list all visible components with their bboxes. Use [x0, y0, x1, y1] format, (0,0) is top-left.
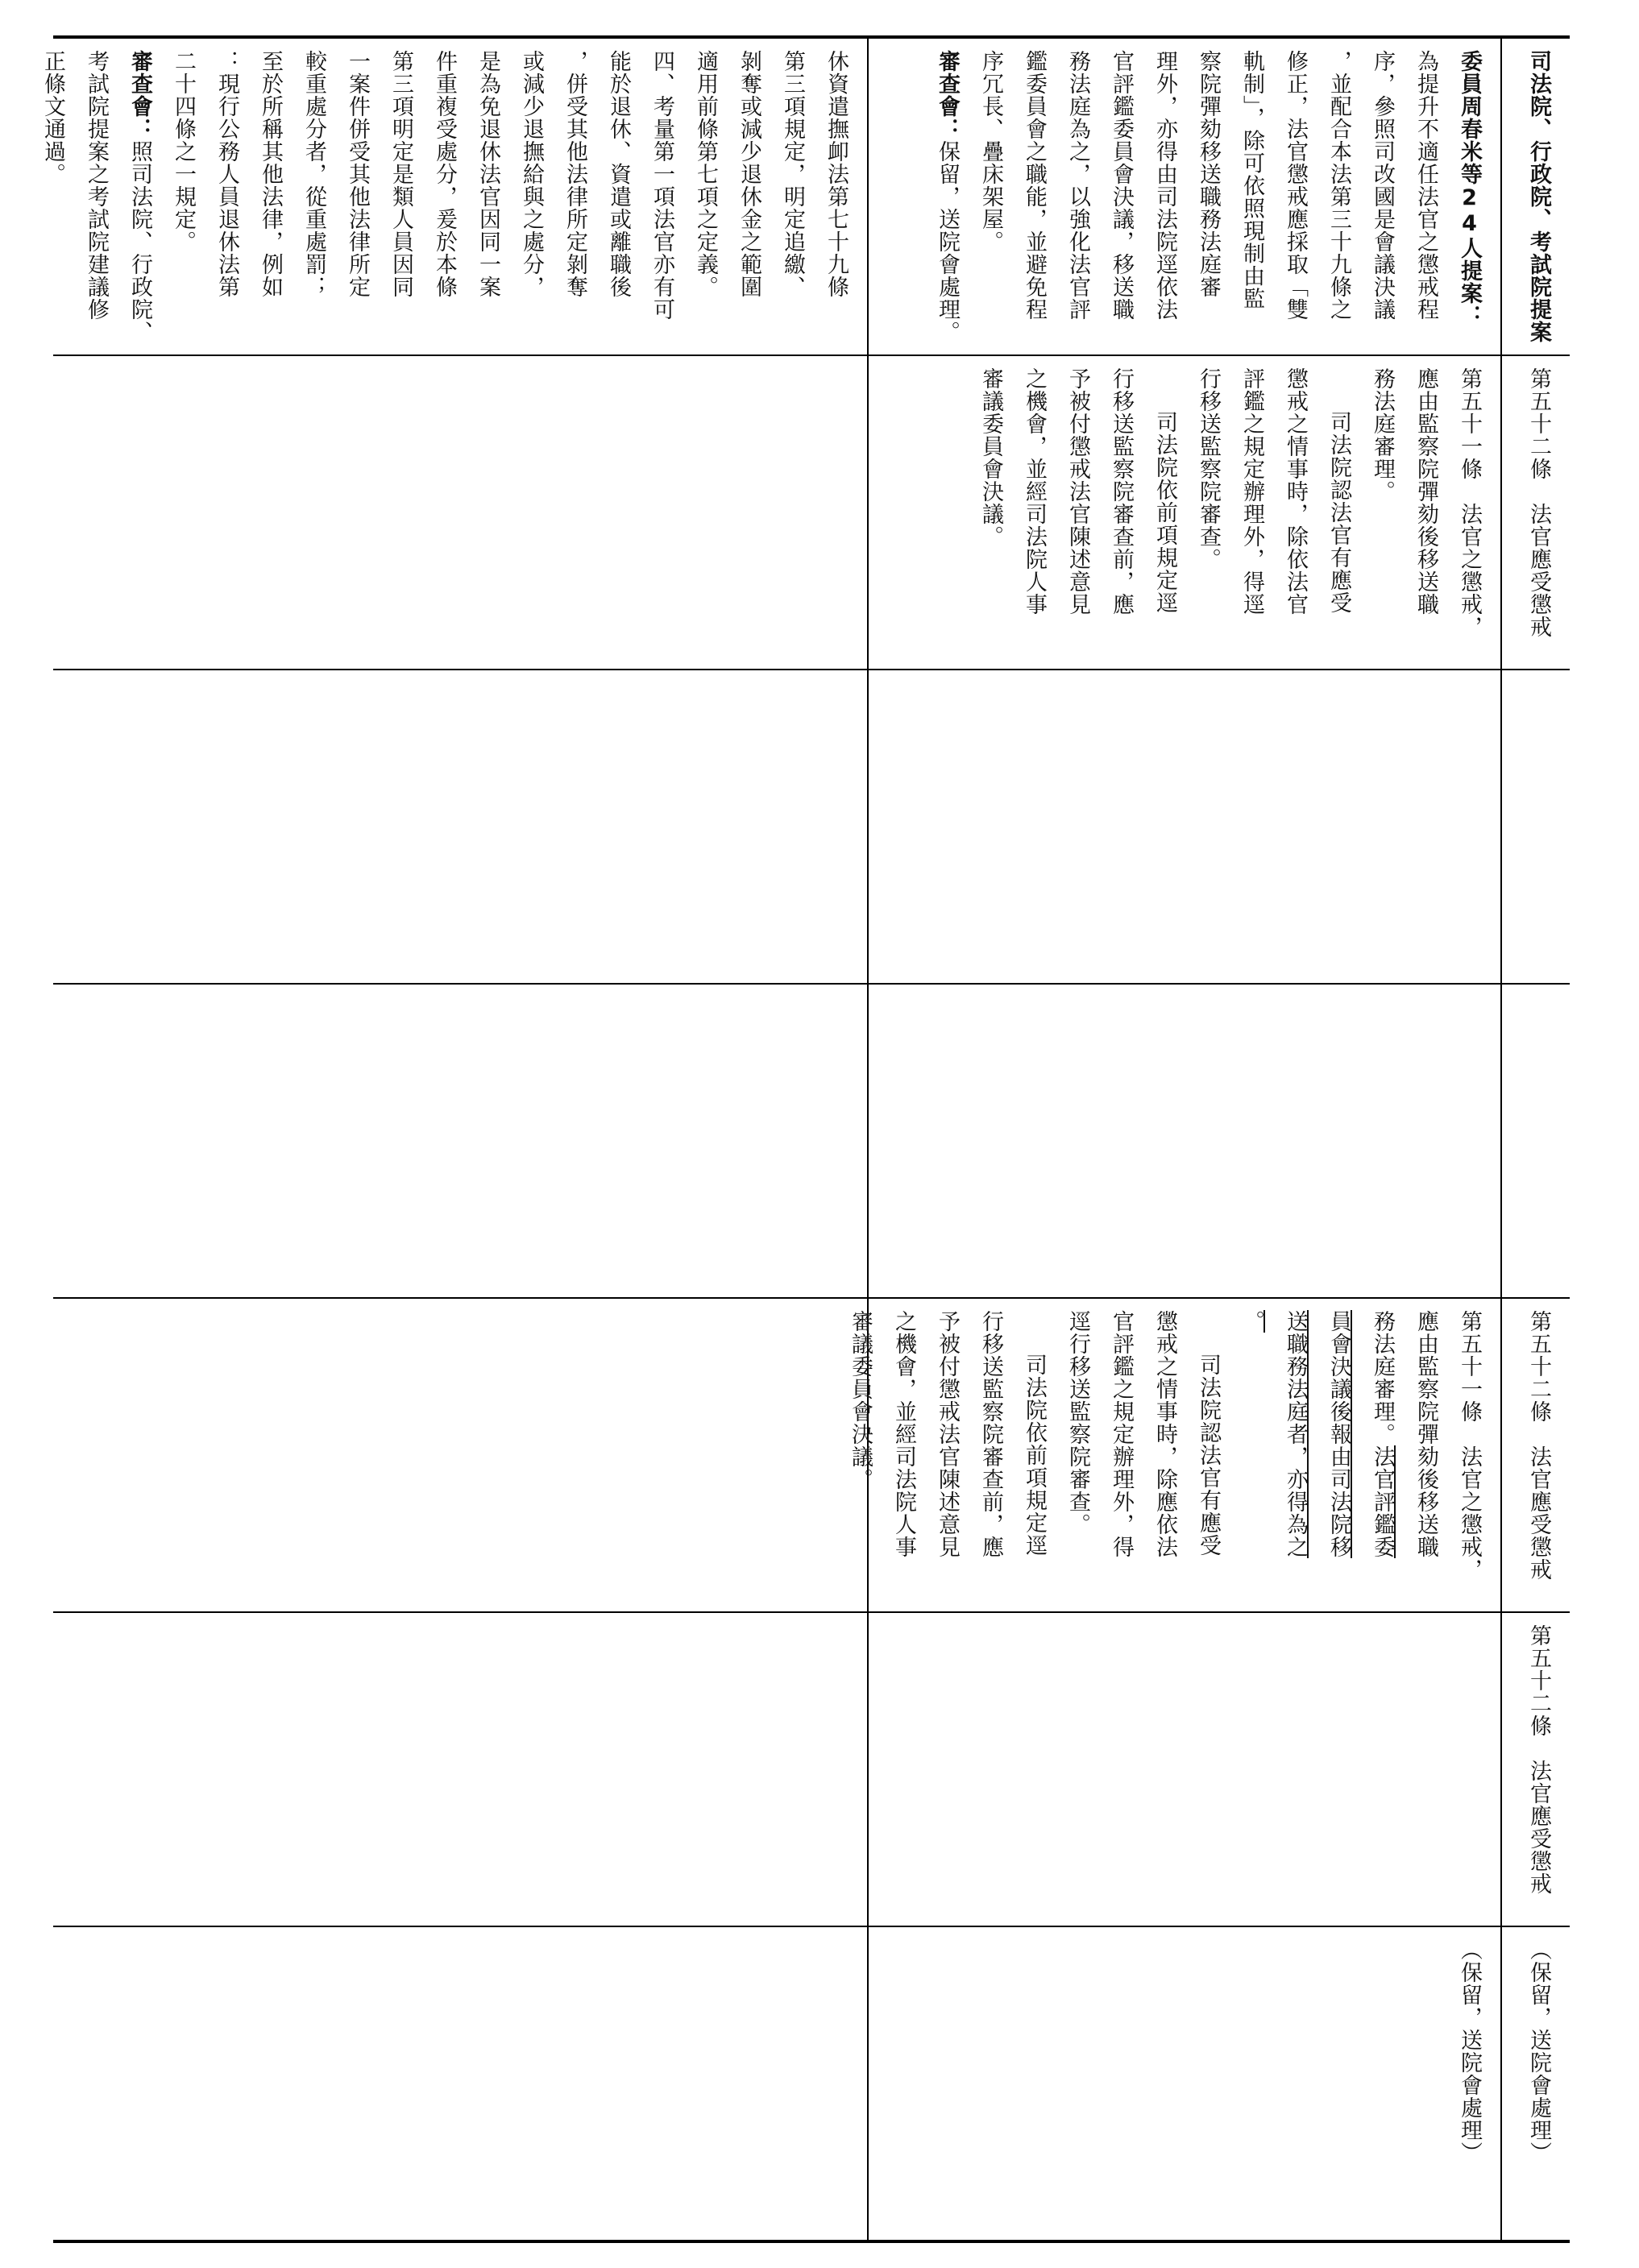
text-line: ：現行公務人員退休法第 [214, 50, 239, 298]
text-line: 至於所稱其他法律，例如 [258, 50, 283, 298]
text-line: 司法院依前項規定逕 [1022, 1354, 1047, 1557]
proposal-title: 委員周春米等24人提案： [1457, 50, 1482, 327]
underlined-text: 送職務法庭者，亦得為之 [1283, 1310, 1308, 1558]
document-page [40, 35, 1570, 2243]
text-line: 第三項明定是類人員因同 [388, 50, 413, 298]
decision-text: 保留，送院會處理。 [935, 140, 960, 343]
text-line: ，並配合本法第三十九條之 [1326, 50, 1351, 321]
text-line: 較重處分者，從重處罰； [301, 50, 326, 298]
text-line: 休資遣撫卹法第七十九條 [824, 50, 849, 298]
text-line: 為提升不適任法官之懲戒程 [1413, 50, 1438, 321]
text-line: 司法院依前項規定逕 [1152, 411, 1177, 614]
text-line: 能於退休、資遣或離職後 [606, 50, 631, 298]
text-line: 之機會，並經司法院人事 [891, 1310, 916, 1558]
text-line: 序，參照司改國是會議決議 [1370, 50, 1395, 321]
underlined-text: 員會決議後報由司法院移 [1326, 1310, 1351, 1558]
text-line: 行移送監察院審查。 [1196, 367, 1221, 570]
row-divider [53, 1611, 1570, 1613]
row2-header-cell [1502, 356, 1570, 669]
row1-proposal-cell [869, 39, 1500, 355]
row1-review-cell [40, 39, 867, 355]
text-line: 官評鑑之規定辦理外，得 [1109, 1310, 1134, 1558]
reserved-note: （保留，送院會處理） [1457, 1938, 1482, 2164]
text-line: 序冗長、疊床架屋。 [978, 50, 1003, 253]
underlined-text: 法官評鑑委 [1370, 1445, 1395, 1558]
row7-proposal-cell [869, 1927, 1500, 2240]
underlined-text: 。 [1239, 1310, 1264, 1333]
row5-header-cell [1502, 1299, 1570, 1611]
text-line: 適用前條第七項之定義。 [693, 50, 718, 298]
text-line: 一案件併受其他法律所定 [345, 50, 370, 298]
text-segment: 務法庭審理。 [1370, 1310, 1395, 1445]
text-line: 應由監察院彈劾後移送職 [1413, 1310, 1438, 1558]
text-line: 務法庭審理。 [1370, 367, 1395, 503]
text-line: 評鑑之規定辦理外，得逕 [1239, 367, 1264, 616]
text-line: 審議委員會決議。 [848, 1310, 873, 1491]
text-line: 審議委員會決議。 [978, 367, 1003, 548]
text-line: 務法庭為之，以強化法官評 [1065, 50, 1090, 321]
text-line: 第三項規定，明定追繳、 [780, 50, 805, 298]
row7-header-cell [1502, 1927, 1570, 2240]
decision-text: 照司法院、行政院、 [127, 140, 152, 343]
text-line: 修正，法官懲戒應採取「雙 [1283, 50, 1308, 321]
review-decision [118, 50, 161, 343]
text-line: 是為免退休法官因同一案 [475, 50, 500, 298]
text-line: 之機會，並經司法院人事 [1022, 367, 1047, 616]
text-line: 剝奪或減少退休金之範圍 [737, 50, 761, 298]
amended-line [1360, 1310, 1404, 1600]
row-divider [53, 669, 1570, 670]
header-text: 司法院、行政院、考試院提案 [1526, 50, 1551, 343]
text-line: 予被付懲戒法官陳述意見 [935, 1310, 960, 1558]
proposal-decision [925, 50, 969, 343]
text-line: 件重複受處分，爰於本條 [432, 50, 457, 298]
reserved-note: （保留，送院會處理） [1526, 1938, 1551, 2164]
text-line: 行移送監察院審查前，應 [1109, 367, 1134, 616]
text-line: 理外，亦得由司法院逕依法 [1152, 50, 1177, 321]
text-line: 鑑委員會之職能，並避免程 [1022, 50, 1047, 321]
text-line: 予被付懲戒法官陳述意見 [1065, 367, 1090, 616]
decision-label: 審查會： [935, 50, 960, 140]
text-line: 應由監察院彈劾後移送職 [1413, 367, 1438, 616]
text-line: 考試院提案之考試院建議修 [84, 50, 109, 321]
text-line: 察院彈劾移送職務法庭審 [1196, 50, 1221, 298]
text-line: 軌制」，除可依照現制由監 [1239, 50, 1264, 310]
text-line: 或減少退撫給與之處分， [519, 50, 544, 298]
bottom-rule [53, 2240, 1570, 2243]
header-text: 第五十二條 法官應受懲戒 [1526, 367, 1551, 638]
decision-label: 審查會： [127, 50, 152, 140]
text-line: 二十四條之一規定。 [171, 50, 196, 253]
row5-proposal-cell [848, 1299, 1500, 1611]
text-line: 逕行移送監察院審查。 [1065, 1310, 1090, 1536]
text-line: 司法院認法官有應受 [1196, 1354, 1221, 1557]
text-line: 官評鑑委員會決議，移送職 [1109, 50, 1134, 321]
text-line: 懲戒之情事時，除依法官 [1283, 367, 1308, 616]
header-text: 第五十二條 法官應受懲戒 [1526, 1310, 1551, 1581]
text-line: 第五十一條 法官之懲戒， [1457, 1310, 1482, 1581]
text-line: 行移送監察院審查前，應 [978, 1310, 1003, 1558]
row-divider [53, 983, 1570, 985]
row1-header-cell [1502, 39, 1570, 355]
row2-proposal-cell [869, 356, 1500, 669]
header-text: 第五十二條 法官應受懲戒 [1526, 1624, 1551, 1895]
text-line: ，併受其他法律所定剝奪 [562, 50, 587, 298]
text-line: 第五十一條 法官之懲戒， [1457, 367, 1482, 638]
text-line: 正條文通過。 [40, 50, 65, 185]
text-line: 司法院認法官有應受 [1326, 411, 1351, 614]
text-line: 懲戒之情事時，除應依法 [1152, 1310, 1177, 1558]
text-line: 四、考量第一項法官亦有可 [649, 50, 674, 321]
row6-header-cell [1502, 1613, 1570, 1926]
